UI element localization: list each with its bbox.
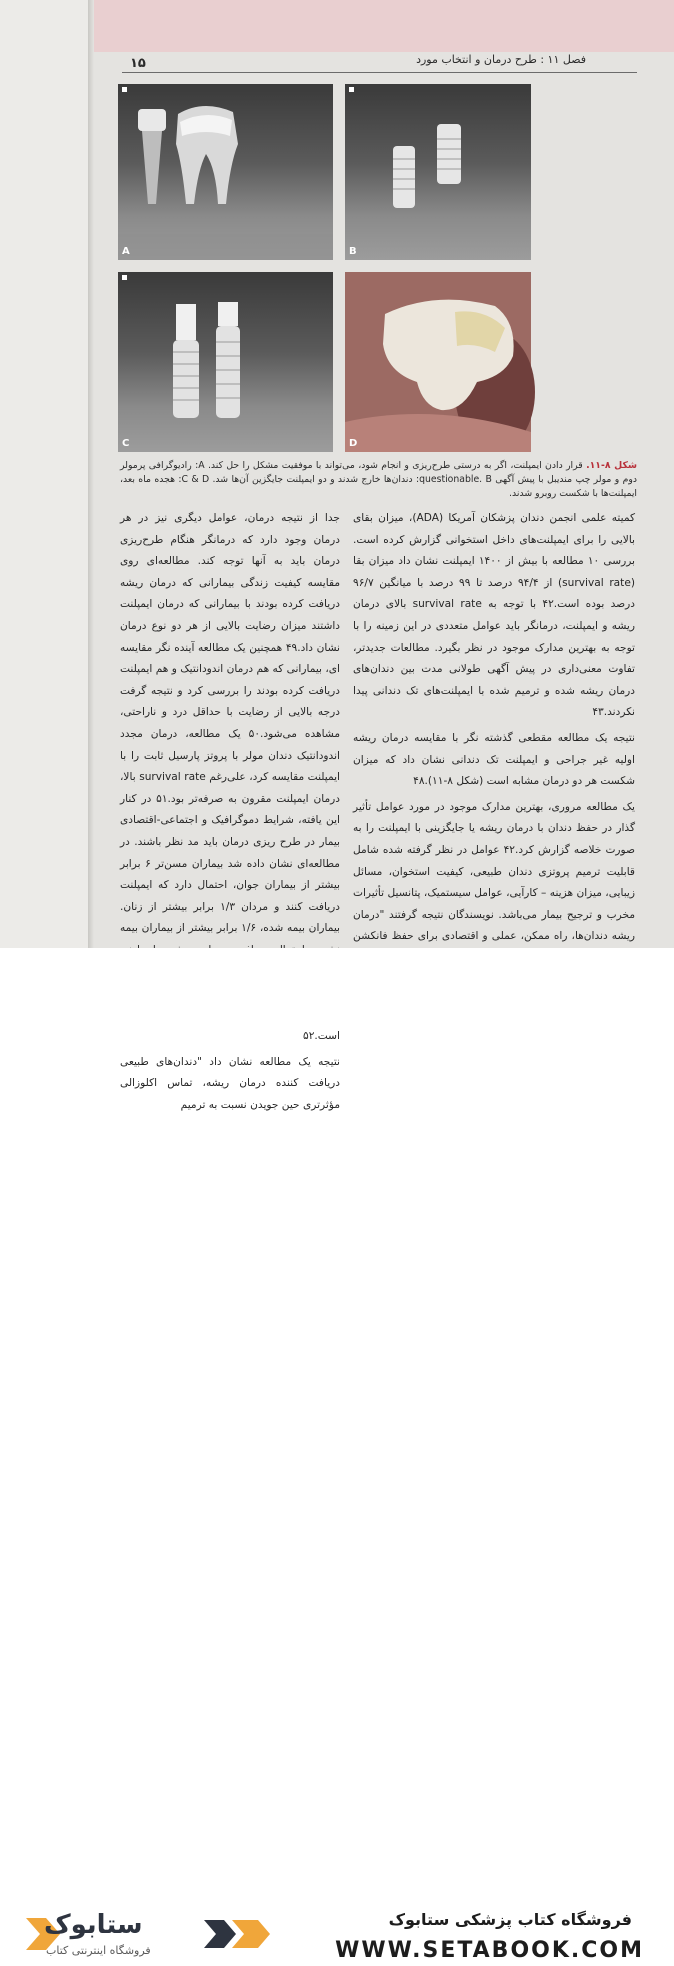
text-column-left: [120, 508, 340, 1121]
implant-radiograph-illustration: [345, 84, 531, 260]
caption-label: شکل ۸-۱۱.: [586, 460, 637, 471]
figure-c-radiograph: [118, 272, 333, 452]
store-name: فروشگاه کتاب پزشکی ستابوک: [388, 1910, 632, 1929]
chapter-title: فصل ۱۱ : طرح درمان و انتخاب مورد: [416, 53, 586, 66]
figure-label-d: D: [349, 438, 358, 449]
page-number: ۱۵: [130, 56, 146, 71]
failed-implants-illustration: [118, 272, 333, 452]
header-band: [94, 0, 674, 52]
paragraph: نتیجه یک مطالعه نشان داد "دندان‌های طبیعی دریافت کننده درمان ریشه، تماس اکلوزالی مؤثرتری حین جویدن نسبت به ترمیم: [120, 1055, 340, 1112]
figure-label-a: A: [122, 246, 130, 257]
page-margin: [0, 0, 88, 948]
paragraph: کمیته علمی انجمن دندان پزشکان آمریکا (ADA)، میزان بقای بالایی را برای ایمپلنت‌های داخل استخوانی گزارش کرده است. بررسی ۱۰ مطالعه با بیش از ۱۴۰۰ ایمپلنت نشان داد میزان بقا (survival rate) از ۹۴/۴ درصد تا ۹۹ درصد با میانگین ۹۶/۷ درصد بوده است.۴۲ با توجه به survival rate بالای درمان ریشه و ایمپلنت، درمانگر باید عوامل متعددی در این زمینه را با توجه به بهترین مدارک موجود در نظر بگیرد. مطالعات جدیدتر، تفاوت معنی‌داری در پیش آگهی طولانی مدت بین دندان‌های درمان ریشه شده و ترمیم شده با ایمپلنت‌های تک دندانی پیدا نکردند.۴۳: [353, 512, 635, 719]
crown-photo-illustration: [345, 272, 531, 452]
figure-label-c: C: [122, 438, 130, 449]
store-url-link[interactable]: WWW.SETABOOK.COM: [335, 1938, 644, 1963]
text-column-right: [353, 508, 635, 1017]
figure-caption: [120, 459, 637, 501]
figure-d-clinical-photo: [345, 272, 531, 452]
figure-a-radiograph: [118, 84, 333, 260]
paragraph: جدا از نتیجه درمان، عوامل دیگری نیز در هر درمان وجود دارد که درمانگر هنگام طرح‌ریزی درمان باید به آنها توجه کند. مطالعه‌ای روی مقایسه کیفیت زندگی بیمارانی که درمان ریشه دریافت کرده بودند با بیمارانی که درمان ایمپلنت داشتند میزان رضایت بالایی از هر دو نوع درمان نشان داد.۴۹ همچنین یک مطالعه آینده نگر مقایسه ای، بیمارانی که هم درمان اندودانتیک و هم ایمپلنت دریافت کرده بودند را بررسی کرد و نتیجه گرفت درجه بالایی از رضایت با حداقل درد و ناراحتی، مشاهده می‌شود.۵۰ یک مطالعه، درمان مجدد اندودانتیک دندان مولر با پروتز پارسیل ثابت را با ایمپلنت مقایسه کرد، علی‌رغم survival rate بالا، درمان ایمپلنت مقرون به صرفه‌تر بود.۵۱ در کنار این یافته، شرایط دموگرافیک و اجتماعی-اقتصادی بیمار در طرح ریزی درمان باید مد نظر باشند. در مطالعه‌ای نشان داده شد بیماران مسن‌تر ۶ برابر بیشتر از بیماران جوان، احتمال دارد که ایمپلنت دریافت کنند و مردان ۱/۳ برابر بیشتر از زنان. بیماران بیمه شده، ۱/۶ برابر بیشتر از بیماران بیمه است.۵۲: [120, 512, 341, 1043]
paragraph: یک مطالعه مروری، بهترین مدارک موجود در مورد عوامل تأثیر گذار در حفظ دندان با درمان ریشه یا جایگزینی با ایمپلنت را به صورت خلاصه گزارش کرد.۴۲ عوامل در نظر گرفته شده شامل قابلیت ترمیم پروتزی دندان طبیعی، کیفیت استخوان، مسائل زیبایی، میزان هزینه – کارآیی، عوامل سیستمیک، پتانسیل تأثیرات مخرب و ترجیح بیمار می‌باشد. نویسندگان نتیجه گرفتند "درمان ریشه دندان‌ها، راه ممکن، عملی و اقتصادی برای حفظ فانکشن: [353, 800, 635, 943]
figure-b-radiograph: [345, 84, 531, 260]
header-divider: [122, 72, 637, 73]
paragraph: نتیجه یک مطالعه مقطعی گذشته نگر با مقایسه درمان ریشه اولیه غیر جراحی و ایمپلنت تک دندانی نشان داد که میزان شکست هر دو درمان مشابه است (شکل ۸-۱۱).۴۸: [353, 731, 635, 788]
logo-subtitle: فروشگاه اینترنتی کتاب: [46, 1944, 151, 1957]
figure-label-b: B: [349, 246, 357, 257]
radiograph-teeth-illustration: [118, 84, 333, 260]
logo-wordmark: ستابوک: [44, 1910, 143, 1940]
page-spine-shadow: [88, 0, 94, 948]
caption-text: قرار دادن ایمپلنت، اگر به درستی طرح‌ریزی و انجام شود، می‌تواند با موفقیت مشکل را حل کند. A: رادیوگرافی پرمولر دوم و مولر چپ مندیبل با پیش آگهی questionable. B: دندان‌ها خارج شدند و دو ایمپلنت جایگزین آن‌ها شد. C & D: هجده ماه بعد، ایمپلنت‌ها با شکست روبرو شدند.: [120, 460, 637, 499]
